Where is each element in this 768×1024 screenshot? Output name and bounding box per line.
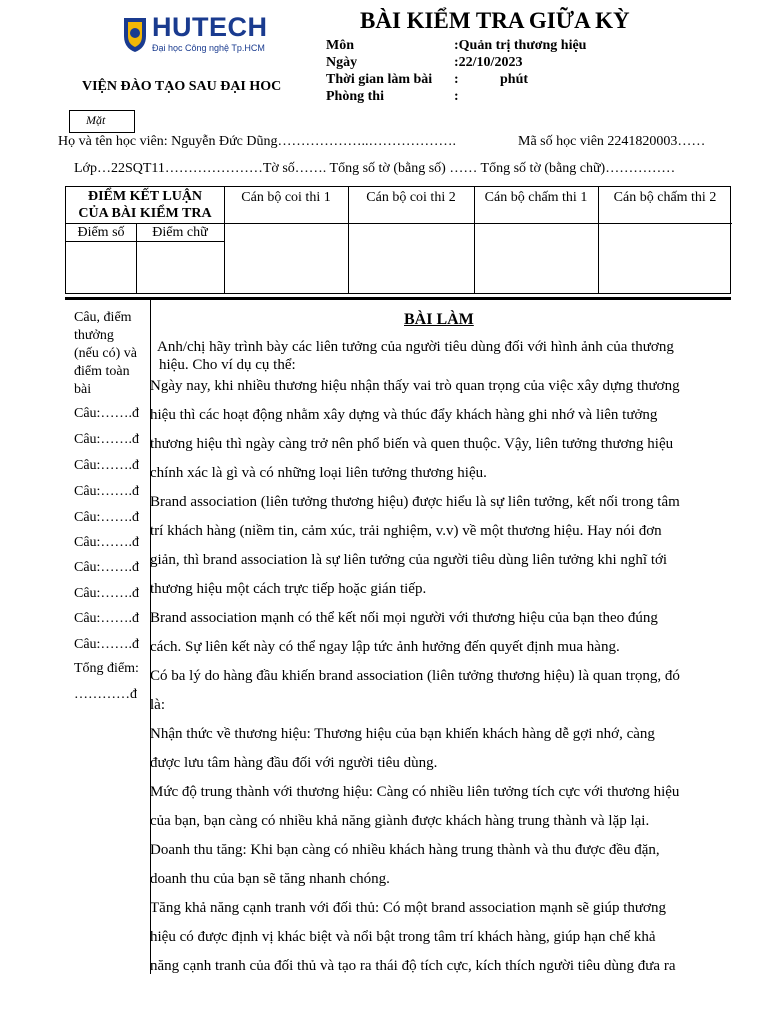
logo-subtitle: Đại học Công nghệ Tp.HCM <box>152 43 265 53</box>
grader-1-header: Cán bộ chấm thi 1 <box>484 190 588 205</box>
answer-line: chính xác là gì và có những loại liên tưởng thương hiệu. <box>150 465 487 481</box>
info-row-date: Ngày :22/10/2023 <box>326 55 523 70</box>
exam-info <box>326 37 586 105</box>
logo-wordmark: HUTECH <box>152 12 268 42</box>
answer-line: Brand association (liên tưởng thương hiệu) được hiểu là sự liên tưởng, kết nối trong tâm <box>150 494 680 510</box>
question-score: Câu:…….đ <box>74 637 139 652</box>
question-score: Câu:…….đ <box>74 560 139 575</box>
score-number-header: Điểm số <box>77 225 125 240</box>
answer-heading: BÀI LÀM <box>404 311 474 328</box>
question-score: Câu:…….đ <box>74 458 139 473</box>
student-name-line: Họ và tên học viên: Nguyễn Đức Dũng………………..………………. <box>58 134 456 149</box>
info-row-room: Phòng thi : <box>326 89 459 104</box>
answer-line: doanh thu của bạn sẽ tăng nhanh chóng. <box>150 871 390 887</box>
answer-line: năng cạnh tranh của đối thủ và tạo ra thái độ tích cực, kích thích người tiêu dùng đưa ra <box>150 958 676 974</box>
answer-line: Doanh thu tăng: Khi bạn càng có nhiều khách hàng trung thành và thu được đều đặn, <box>150 842 660 858</box>
answer-line: trí khách hàng (niềm tin, cảm xúc, trải nghiệm, v.v) về một thương hiệu. Hay nói đơn <box>150 523 662 539</box>
answer-line: cách. Sự liên kết này có thể ngay lập tức ảnh hưởng đến quyết định mua hàng. <box>150 639 620 655</box>
student-id-line: Mã số học viên 2241820003…… <box>518 134 706 149</box>
question-score: Câu:…….đ <box>74 510 139 525</box>
answer-line: hiệu thì các hoạt động nhằm xây dựng và thúc đẩy khách hàng ghi nhớ và liên tưởng <box>150 407 658 423</box>
question-score: Câu:…….đ <box>74 586 139 601</box>
answer-line: thương hiệu một cách trực tiếp hoặc gián tiếp. <box>150 581 427 597</box>
question-score: Câu:…….đ <box>74 535 139 550</box>
exam-title: BÀI KIỂM TRA GIỮA KỲ <box>360 8 630 33</box>
answer-line: hiệu có được định vị khác biệt và nổi bật trong tâm trí khách hàng, giúp hạn chế khả <box>150 929 656 945</box>
question-score: Câu:…….đ <box>74 611 139 626</box>
score-words-header: Điểm chữ <box>152 225 208 240</box>
class-line: Lớp…22SQT11…………………Tờ số……. Tổng số tờ (bằng số) …… Tổng số tờ (bằng chữ)…………… <box>74 161 676 176</box>
proctor-2-header: Cán bộ coi thi 2 <box>366 190 456 205</box>
info-row-duration: Thời gian làm bài : phút <box>326 72 529 87</box>
grader-2-header: Cán bộ chấm thi 2 <box>613 190 717 205</box>
question-score: Câu:…….đ <box>74 432 139 447</box>
answer-line: Ngày nay, khi nhiều thương hiệu nhận thấy vai trò quan trọng của việc xây dựng thương <box>150 378 680 394</box>
answer-line: là: <box>150 697 165 713</box>
question-prompt: Anh/chị hãy trình bày các liên tưởng của người tiêu dùng đối với hình ảnh của thương hiệu. Cho ví dụ cụ thể: <box>157 339 674 373</box>
conclusion-header: ĐIỂM KẾT LUẬN CỦA BÀI KIỂM TRA <box>78 189 212 221</box>
answer-line: Nhận thức về thương hiệu: Thương hiệu của bạn khiến khách hàng dễ gợi nhớ, càng <box>150 726 655 742</box>
section-divider <box>65 297 731 300</box>
question-score: Câu:…….đ <box>74 484 139 499</box>
answer-line: thương hiệu thì ngày càng trở nên phổ biến và quen thuộc. Vậy, liên tưởng thương hiệu <box>150 436 674 452</box>
question-score: Câu:…….đ <box>74 406 139 421</box>
proctor-1-header: Cán bộ coi thi 1 <box>241 190 331 205</box>
answer-line: của bạn, bạn càng có nhiều khả năng giành được khách hàng trung thành và lặp lại. <box>150 813 650 829</box>
answer-line: Brand association mạnh có thể kết nối mọi người với thương hiệu của bạn theo đúng <box>150 610 658 626</box>
side-label: Mặt <box>86 113 106 127</box>
info-row-subject: Môn :Quản trị thương hiệu <box>326 38 587 53</box>
answer-line: Mức độ trung thành với thương hiệu: Càng có nhiều liên tưởng tích cực với thương hiệu <box>150 784 680 800</box>
side-box <box>69 110 135 133</box>
answer-line: Tăng khả năng cạnh tranh với đối thủ: Có một brand association mạnh sẽ giúp thương <box>150 900 666 916</box>
total-score-label: Tổng điểm: <box>74 661 139 676</box>
total-score-value: …………đ <box>74 687 137 702</box>
institute-name: VIỆN ĐÀO TẠO SAU ĐẠI HOC <box>82 79 282 94</box>
grade-table <box>65 186 731 294</box>
answer-line: Có ba lý do hàng đầu khiến brand association (liên tưởng thương hiệu) là quan trọng, đó <box>150 668 680 684</box>
answer-line: giản, thì brand association là sự liên tưởng của người tiêu dùng liên tưởng khi nghĩ tới <box>150 552 668 568</box>
answer-line: được lưu tâm hàng đầu đối với người tiêu dùng. <box>150 755 438 771</box>
